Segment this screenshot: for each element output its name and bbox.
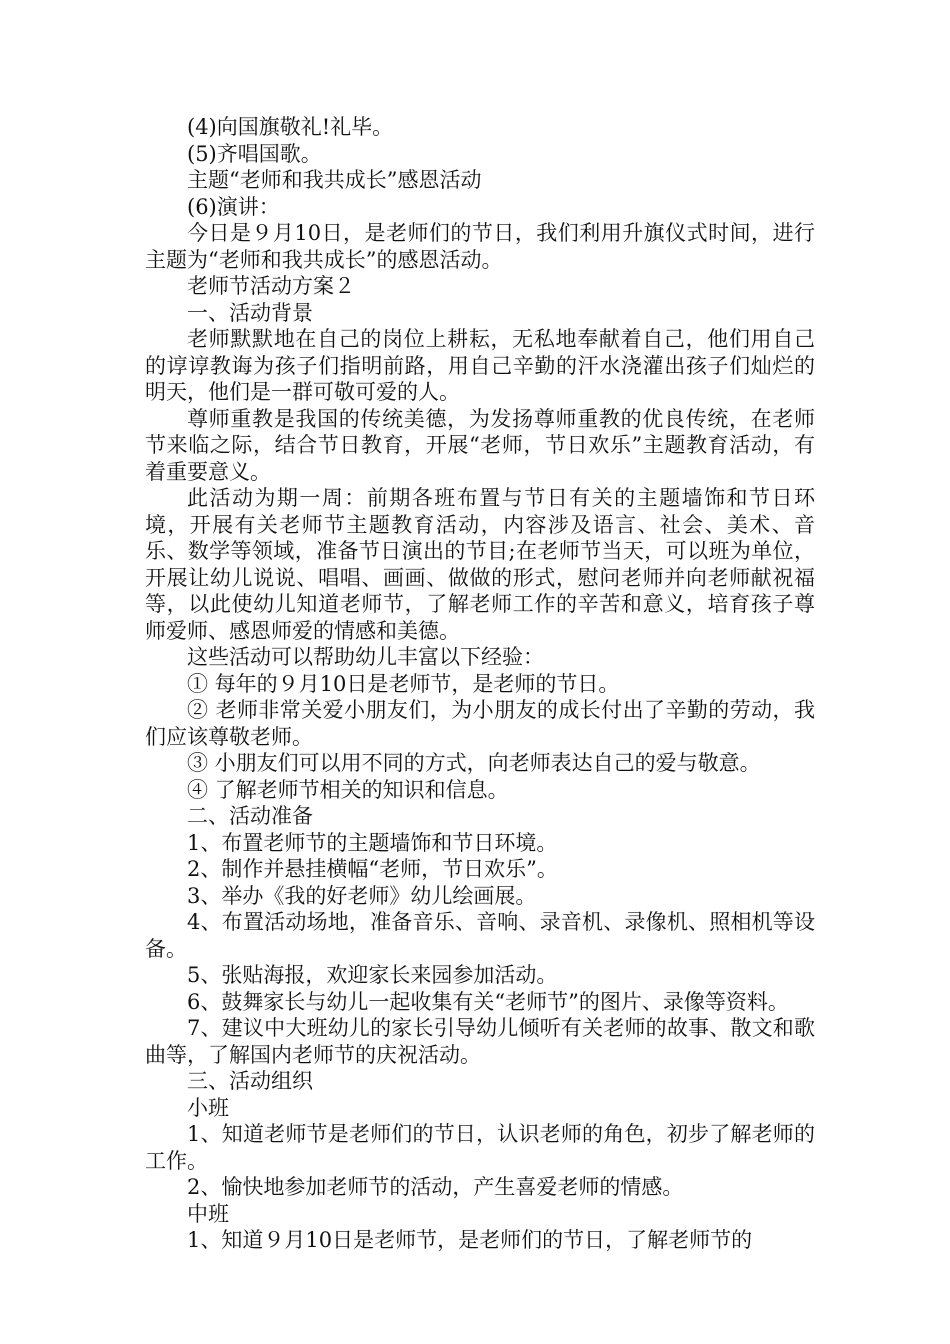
heading-background: 一、活动背景 bbox=[187, 300, 313, 325]
paragraph-anthem: (5)齐唱国歌。 bbox=[187, 141, 322, 166]
list-item-experience-3: ③ 小朋友们可以用不同的方式，向老师表达自己的爱与敬意。 bbox=[187, 751, 761, 775]
paragraph-background-3: 此活动为期一周：前期各班布置与节日有关的主题墙饰和节日环境，开展有关老师节主题教育活动，内容涉及语言、社会、美术、音乐、数学等领域，准备节日演出的节目;在老师节当天，可以班为单位，开展让幼儿说说、唱唱、画画、做做的形式，慰问老师并向老师献祝福等，以此使幼儿知道老师节，了解老师工作的辛苦和意义，培育孩子尊师爱师、感恩师爱的情感和美德。 bbox=[145, 486, 815, 643]
list-item-preparation-1: 1、布置老师节的主题墙饰和节日环境。 bbox=[187, 830, 558, 855]
paragraph-experience-intro: 这些活动可以帮助幼儿丰富以下经验： bbox=[187, 645, 544, 669]
paragraph-salute: (4)向国旗敬礼!礼毕。 bbox=[187, 115, 394, 139]
list-item-preparation-4: 4、布置活动场地，准备音乐、音响、录音机、录像机、照相机等设备。 bbox=[145, 910, 815, 961]
paragraph-speech: (6)演讲： bbox=[187, 194, 280, 219]
list-item-preparation-5: 5、张贴海报，欢迎家长来园参加活动。 bbox=[187, 963, 558, 987]
paragraph-background-2: 尊师重教是我国的传统美德，为发扬尊师重教的优良传统，在老师节来临之际，结合节日教育，开展“老师，节日欢乐”主题教育活动，有着重要意义。 bbox=[145, 406, 815, 484]
list-item-experience-2: ② 老师非常关爱小朋友们，为小朋友的成长付出了辛勤的劳动，我们应该尊敬老师。 bbox=[145, 698, 815, 749]
document-body bbox=[145, 114, 815, 1254]
heading-organization: 三、活动组织 bbox=[187, 1069, 313, 1093]
section-title-plan-2: 老师节活动方案２ bbox=[187, 274, 355, 298]
subheading-middle-class: 中班 bbox=[187, 1201, 229, 1226]
paragraph-background-1: 老师默默地在自己的岗位上耕耘，无私地奉献着自己，他们用自己的谆谆教诲为孩子们指明前路，用自己辛勤的汗水浇灌出孩子们灿烂的明天，他们是一群可敬可爱的人。 bbox=[145, 327, 815, 404]
list-item-small-class-2: 2、愉快地参加老师节的活动，产生喜爱老师的情感。 bbox=[187, 1175, 684, 1199]
paragraph-theme: 主题“老师和我共成长”感恩活动 bbox=[187, 168, 482, 192]
heading-preparation: 二、活动准备 bbox=[187, 804, 313, 828]
list-item-small-class-1: 1、知道老师节是老师们的节日，认识老师的角色，初步了解老师的工作。 bbox=[145, 1122, 815, 1173]
subheading-small-class: 小班 bbox=[187, 1095, 229, 1120]
list-item-experience-4: ④ 了解老师节相关的知识和信息。 bbox=[187, 777, 509, 802]
paragraph-today: 今日是９月10日，是老师们的节日，我们利用升旗仪式时间，进行主题为“老师和我共成长”的感恩活动。 bbox=[145, 221, 815, 272]
list-item-preparation-3: 3、举办《我的好老师》幼儿绘画展。 bbox=[187, 883, 537, 908]
list-item-preparation-6: 6、鼓舞家长与幼儿一起收集有关“老师节”的图片、录像等资料。 bbox=[187, 989, 789, 1014]
list-item-preparation-7: 7、建议中大班幼儿的家长引导幼儿倾听有关老师的故事、散文和歌曲等，了解国内老师节的庆祝活动。 bbox=[145, 1016, 815, 1067]
list-item-experience-1: ① 每年的９月10日是老师节，是老师的节日。 bbox=[187, 671, 620, 696]
list-item-preparation-2: 2、制作并悬挂横幅“老师，节日欢乐”。 bbox=[187, 857, 558, 881]
list-item-middle-class-1: 1、知道９月10日是老师节，是老师们的节日，了解老师节的 bbox=[187, 1228, 753, 1252]
